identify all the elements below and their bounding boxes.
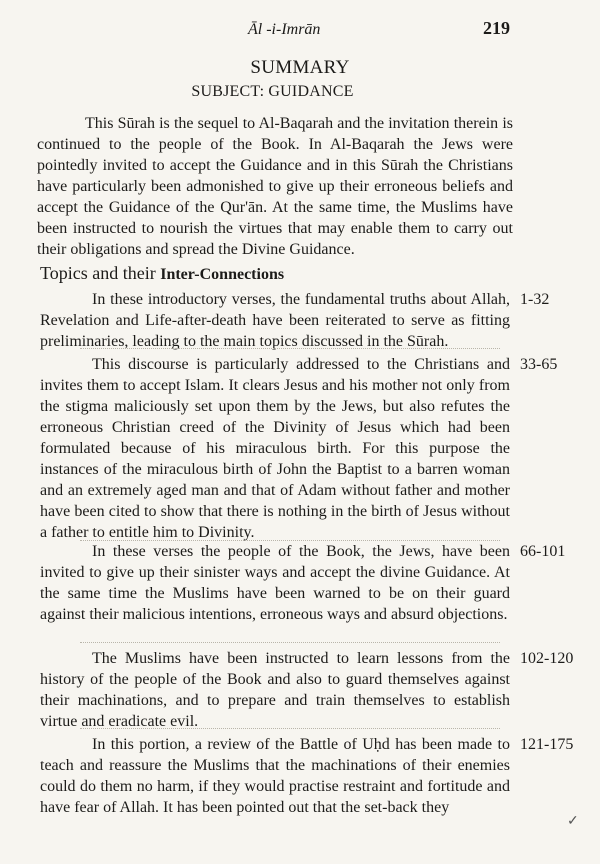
divider — [80, 642, 500, 643]
corner-mark: ✓ — [567, 814, 579, 829]
topic-paragraph: This discourse is particularly addressed to the Christians and invites them to accept Islam. It clears Jesus and his mother not only from the stigma maliciously set upon them by the Jews, but also refutes the erroneous Christian creed of the Divinity of Jesus which had been formulated because of his miraculous birth. For this purpose the instances of the miraculous birth of John the Baptist to a barren woman and an extremely aged man and that of Adam without father and mother have been cited to show that there is nothing in the birth of Jesus without a father to entitle him to Divinity. — [40, 356, 510, 541]
verse-range: 102-120 — [520, 650, 574, 667]
verse-range: 33-65 — [520, 356, 558, 373]
divider — [80, 728, 500, 729]
topic-paragraph: In this portion, a review of the Battle of Uḥd has been made to teach and reassure the Muslims that the machinations of their enemies could do them no harm, if they would practise restraint and fortitude and have fear of Allah. It has been pointed out that the set-back they — [40, 736, 510, 816]
section-heading-plain: Topics and their — [40, 263, 161, 283]
topic-paragraph: The Muslims have been instructed to learn lessons from the history of the people of the Book and also to guard themselves against their machinations, and to prepare and train themselves to establish virtue and eradicate evil. — [40, 650, 510, 730]
intro-paragraph: This Sūrah is the sequel to Al-Baqarah and the invitation therein is continued to the people of the Book. In Al-Baqarah the Jews were pointedly invited to accept the Guidance and in this Sūrah the Christians have particularly been admonished to give up their erroneous beliefs and accept the Guidance of the Qur'ān. At the same time, the Muslims have been instructed to nourish the virtues that may enable them to carry out their obligations and spread the Divine Guidance. — [37, 115, 513, 258]
divider — [80, 348, 500, 349]
section-heading-bold: Inter-Connections — [160, 266, 285, 283]
topic-paragraph: In these introductory verses, the fundamental truths about Allah, Revelation and Life-after-death have been reiterated to serve as fitting preliminaries, leading to the main topics discussed in the Sūrah. — [40, 291, 510, 350]
running-title: Āl -i-Imrān — [248, 21, 321, 38]
verse-range: 66-101 — [520, 543, 566, 560]
summary-subtitle: SUBJECT: GUIDANCE — [191, 83, 354, 100]
topic-paragraph: In these verses the people of the Book, the Jews, have been invited to give up their sinister ways and accept the divine Guidance. At the same time the Muslims have been warned to be on their guard against their malicious intentions, erroneous ways and absurd objections. — [40, 543, 510, 623]
summary-title: SUMMARY — [250, 57, 350, 78]
page-number: 219 — [483, 18, 510, 38]
verse-range: 1-32 — [520, 291, 550, 308]
verse-range: 121-175 — [520, 736, 574, 753]
running-header — [0, 18, 600, 43]
section-heading — [40, 263, 284, 284]
